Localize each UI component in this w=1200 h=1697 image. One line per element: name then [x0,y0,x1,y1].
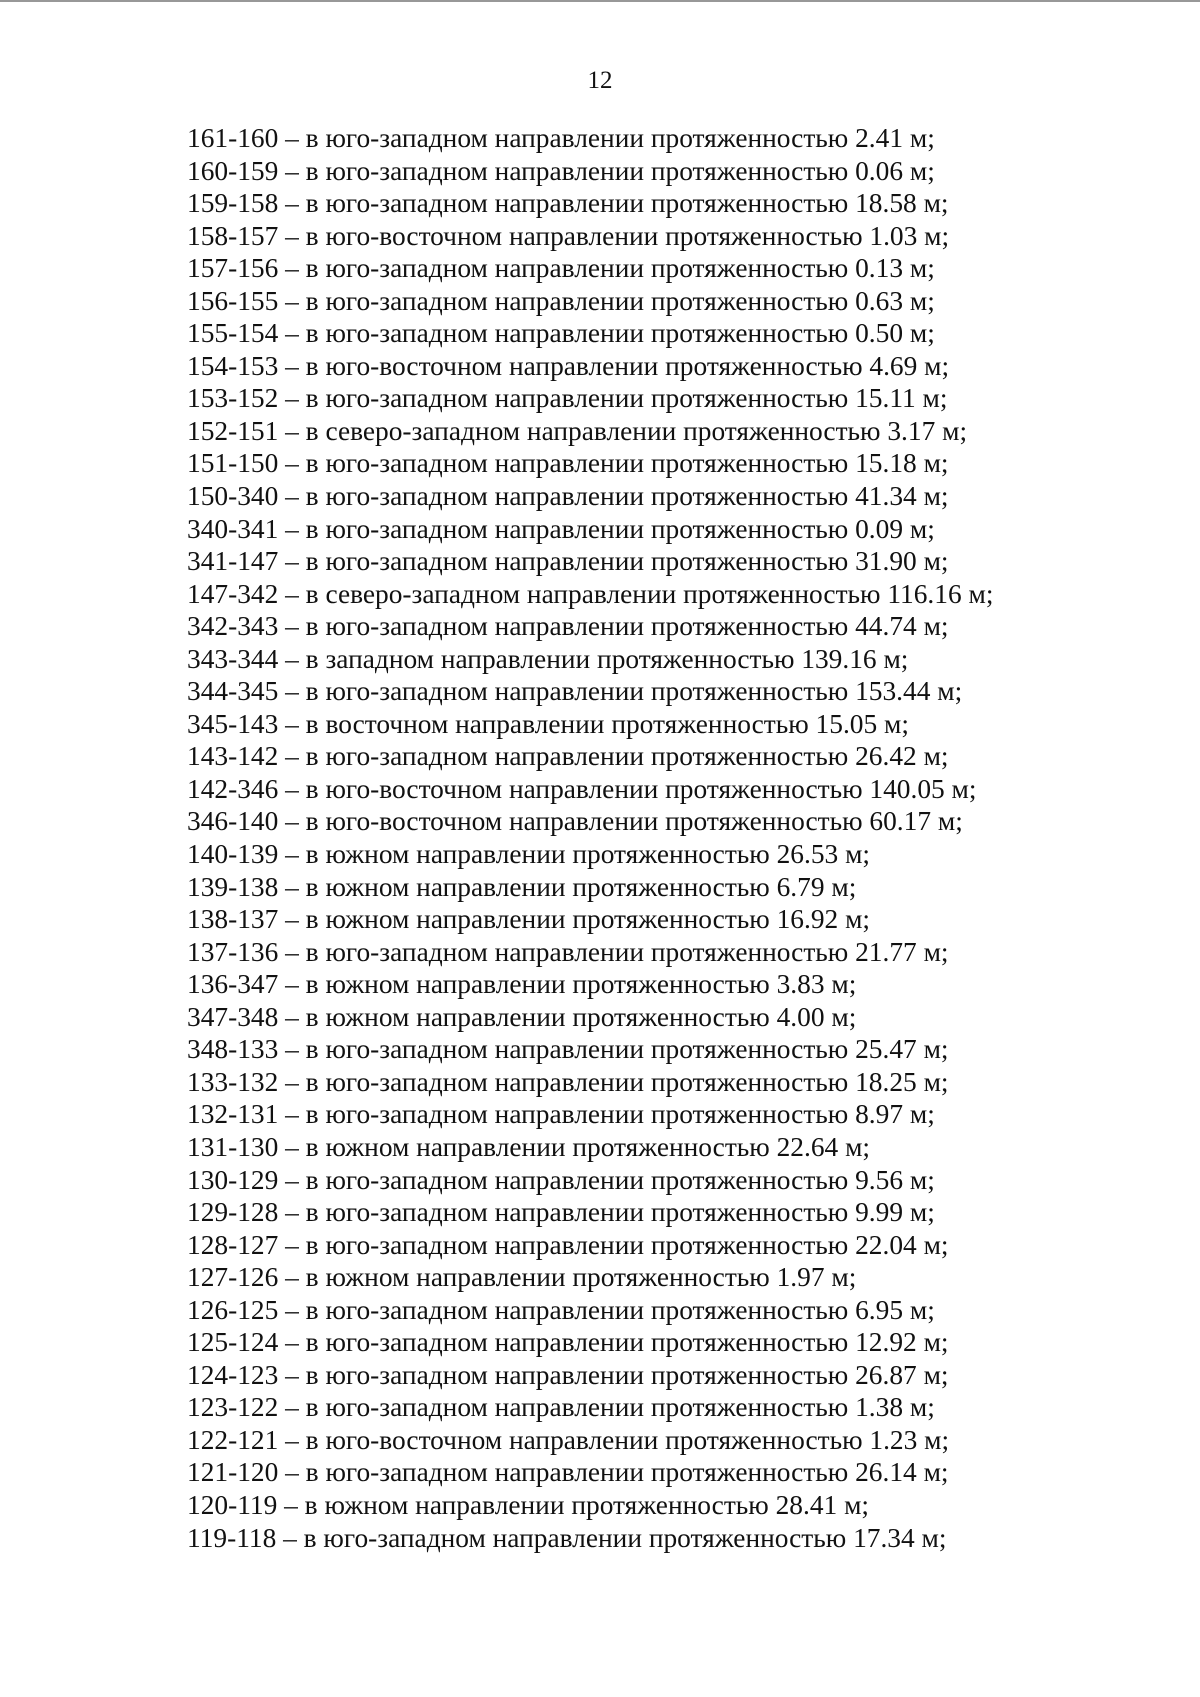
boundary-line: 160-159 – в юго-западном направлении протяженностью 0.06 м; [187,155,935,186]
boundary-line: 119-118 – в юго-западном направлении протяженностью 17.34 м; [187,1522,947,1553]
boundary-line: 344-345 – в юго-западном направлении протяженностью 153.44 м; [187,676,963,707]
boundary-line: 157-156 – в юго-западном направлении протяженностью 0.13 м; [187,253,935,284]
boundary-line: 341-147 – в юго-западном направлении протяженностью 31.90 м; [187,546,949,577]
boundary-line: 147-342 – в северо-западном направлении протяженностью 116.16 м; [187,578,994,609]
boundary-line: 153-152 – в юго-западном направлении протяженностью 15.11 м; [187,383,948,414]
boundary-line: 124-123 – в юго-западном направлении протяженностью 26.87 м; [187,1359,949,1390]
boundary-line: 348-133 – в юго-западном направлении протяженностью 25.47 м; [187,1034,949,1065]
boundary-line: 140-139 – в южном направлении протяженностью 26.53 м; [187,839,871,870]
boundary-line: 121-120 – в юго-западном направлении протяженностью 26.14 м; [187,1457,949,1488]
boundary-line: 128-127 – в юго-западном направлении протяженностью 22.04 м; [187,1229,949,1260]
boundary-line: 132-131 – в юго-западном направлении протяженностью 8.97 м; [187,1099,935,1130]
boundary-line: 152-151 – в северо-западном направлении протяженностью 3.17 м; [187,415,968,446]
boundary-line: 139-138 – в южном направлении протяженностью 6.79 м; [187,871,857,902]
boundary-line: 122-121 – в юго-восточном направлении протяженностью 1.23 м; [187,1424,950,1455]
boundary-line: 150-340 – в юго-западном направлении протяженностью 41.34 м; [187,481,949,512]
boundary-line: 346-140 – в юго-восточном направлении протяженностью 60.17 м; [187,806,963,837]
boundary-line: 129-128 – в юго-западном направлении протяженностью 9.99 м; [187,1197,935,1228]
boundary-line: 154-153 – в юго-восточном направлении протяженностью 4.69 м; [187,350,950,381]
boundary-line: 138-137 – в южном направлении протяженностью 16.92 м; [187,904,871,935]
boundary-line: 161-160 – в юго-западном направлении протяженностью 2.41 м; [187,123,935,153]
boundary-line: 345-143 – в восточном направлении протяженностью 15.05 м; [187,708,909,739]
boundary-line: 347-348 – в южном направлении протяженностью 4.00 м; [187,1001,857,1032]
boundary-line: 136-347 – в южном направлении протяженностью 3.83 м; [187,969,857,1000]
boundary-line: 127-126 – в южном направлении протяженностью 1.97 м; [187,1262,857,1293]
boundary-line: 142-346 – в юго-восточном направлении протяженностью 140.05 м; [187,773,977,804]
boundary-line: 155-154 – в юго-западном направлении протяженностью 0.50 м; [187,318,935,349]
boundary-line: 343-344 – в западном направлении протяженностью 139.16 м; [187,643,909,674]
boundary-line: 143-142 – в юго-западном направлении протяженностью 26.42 м; [187,741,949,772]
boundary-line: 130-129 – в юго-западном направлении протяженностью 9.56 м; [187,1164,935,1195]
boundary-line: 342-343 – в юго-западном направлении протяженностью 44.74 м; [187,611,949,642]
boundary-line: 126-125 – в юго-западном направлении протяженностью 6.95 м; [187,1294,935,1325]
boundary-line: 156-155 – в юго-западном направлении протяженностью 0.63 м; [187,285,935,316]
page-number: 12 [587,67,613,94]
boundary-line: 159-158 – в юго-западном направлении протяженностью 18.58 м; [187,188,949,219]
scan-edge-line [0,0,1200,2]
boundary-line: 133-132 – в юго-западном направлении протяженностью 18.25 м; [187,1066,949,1097]
boundary-line: 137-136 – в юго-западном направлении протяженностью 21.77 м; [187,936,949,967]
boundary-line: 120-119 – в южном направлении протяженностью 28.41 м; [187,1489,870,1520]
boundary-line: 158-157 – в юго-восточном направлении протяженностью 1.03 м; [187,220,950,251]
boundary-line: 151-150 – в юго-западном направлении протяженностью 15.18 м; [187,448,949,479]
boundary-description-list [187,122,1167,1554]
boundary-line: 131-130 – в южном направлении протяженностью 22.64 м; [187,1131,871,1162]
boundary-line: 123-122 – в юго-западном направлении протяженностью 1.38 м; [187,1392,935,1423]
boundary-line: 125-124 – в юго-западном направлении протяженностью 12.92 м; [187,1327,949,1358]
boundary-line: 340-341 – в юго-западном направлении протяженностью 0.09 м; [187,513,935,544]
